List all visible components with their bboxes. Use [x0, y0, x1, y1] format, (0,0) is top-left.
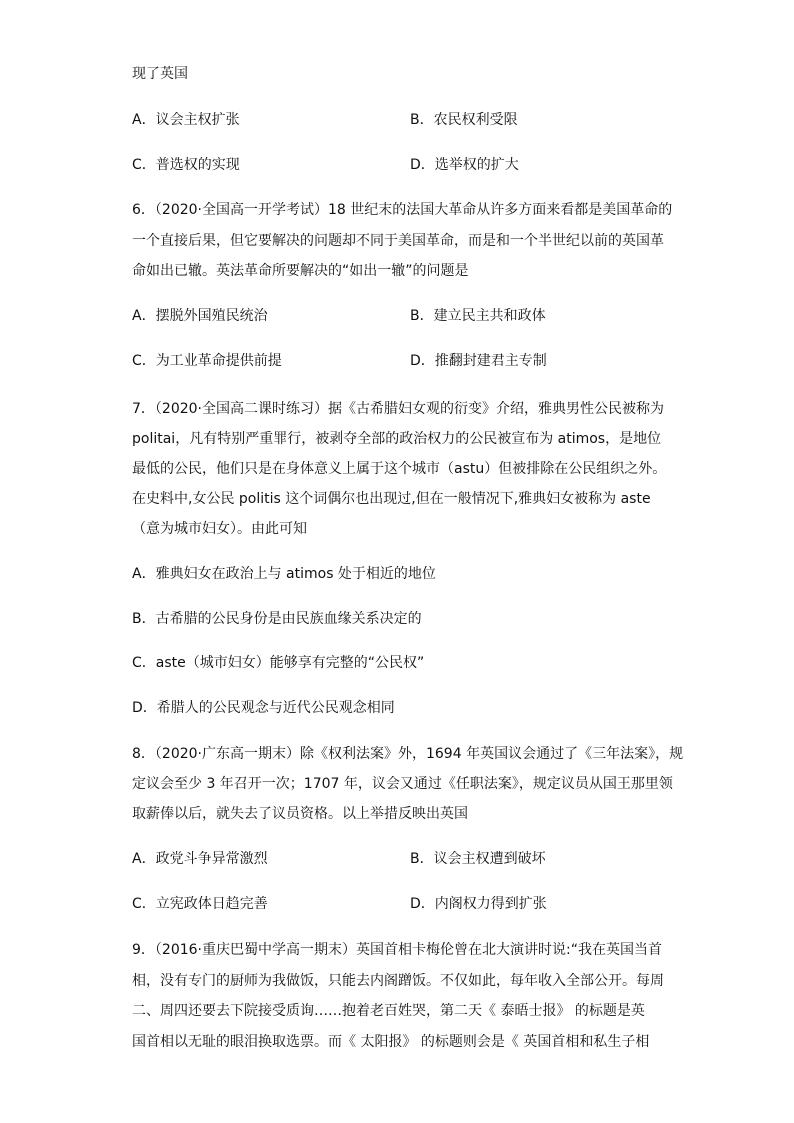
question-6-line-3: 命如出已辙。英法革命所要解决的“如出一辙”的问题是 — [132, 263, 469, 279]
question-8-option-d: D．内阁权力得到扩张 — [410, 896, 547, 912]
question-9-line-2: 相，没有专门的厨师为我做饭，只能去内阁蹭饭。不仅如此，每年收入全部公开。每周 — [132, 973, 664, 989]
question-8-option-a: A．政党斗争异常激烈 — [132, 851, 268, 867]
question-7-line-2: politai，凡有特别严重罪行，被剥夺全部的政治权力的公民被宣布为 atimos，是地位 — [132, 431, 662, 447]
question-7-line-4: 在史料中,女公民 politis 这个词偶尔也出现过,但在一般情况下,雅典妇女被称为 aste — [132, 491, 651, 507]
question-8-line-3: 取薪俸以后，就失去了议员资格。以上举措反映出英国 — [132, 806, 468, 822]
question-9-line-1: 9．（2016·重庆巴蜀中学高一期末）英国首相卡梅伦曾在北大演讲时说:“我在英国当首 — [132, 942, 662, 958]
question-7-option-d: D．希腊人的公民观念与近代公民观念相同 — [132, 700, 395, 716]
option-d: D．选举权的扩大 — [410, 157, 519, 173]
question-6-line-1: 6．（2020·全国高一开学考试）18 世纪末的法国大革命从许多方面来看都是美国革命的 — [132, 202, 673, 218]
option-a: A．议会主权扩张 — [132, 112, 240, 128]
question-6-line-2: 一个直接后果，但它要解决的问题却不同于美国革命，而是和一个半世纪以前的英国革 — [132, 233, 664, 249]
question-7-option-c: C．aste（城市妇女）能够享有完整的“公民权” — [132, 655, 425, 671]
question-8-option-c: C．立宪政体日趋完善 — [132, 896, 268, 912]
question-7-line-5: （意为城市妇女）。由此可知 — [132, 521, 307, 537]
question-6-option-c: C．为工业革命提供前提 — [132, 353, 282, 369]
question-8-line-1: 8．（2020·广东高一期末）除《权利法案》外，1694 年英国议会通过了《三年法案》，规 — [132, 746, 684, 762]
question-7-line-3: 最低的公民，他们只是在身体意义上属于这个城市（astu）但被排除在公民组织之外。 — [132, 461, 667, 477]
question-8-line-2: 定议会至少 3 年召开一次；1707 年，议会又通过《任职法案》，规定议员从国王那里领 — [132, 776, 673, 792]
option-c: C．普选权的实现 — [132, 157, 240, 173]
question-9-line-3: 二、周四还要去下院接受质询……抱着老百姓哭，第二天《 泰晤士报》 的标题是英 — [132, 1003, 645, 1019]
question-8-option-b: B．议会主权遭到破坏 — [410, 851, 546, 867]
question-7-option-b: B．古希腊的公民身份是由民族血缘关系决定的 — [132, 611, 422, 627]
question-6-option-a: A．摆脱外国殖民统治 — [132, 308, 268, 324]
question-9-line-4: 国首相以无耻的眼泪换取选票。而《 太阳报》 的标题则会是《 英国首相和私生子相 — [132, 1034, 650, 1050]
question-continuation-text: 现了英国 — [132, 66, 188, 82]
question-7-line-1: 7．（2020·全国高二课时练习）据《古希腊妇女观的衍变》介绍，雅典男性公民被称为 — [132, 401, 664, 417]
question-7-option-a: A．雅典妇女在政治上与 atimos 处于相近的地位 — [132, 566, 436, 582]
question-6-option-b: B．建立民主共和政体 — [410, 308, 546, 324]
question-6-option-d: D．推翻封建君主专制 — [410, 353, 547, 369]
option-b: B．农民权利受限 — [410, 112, 518, 128]
